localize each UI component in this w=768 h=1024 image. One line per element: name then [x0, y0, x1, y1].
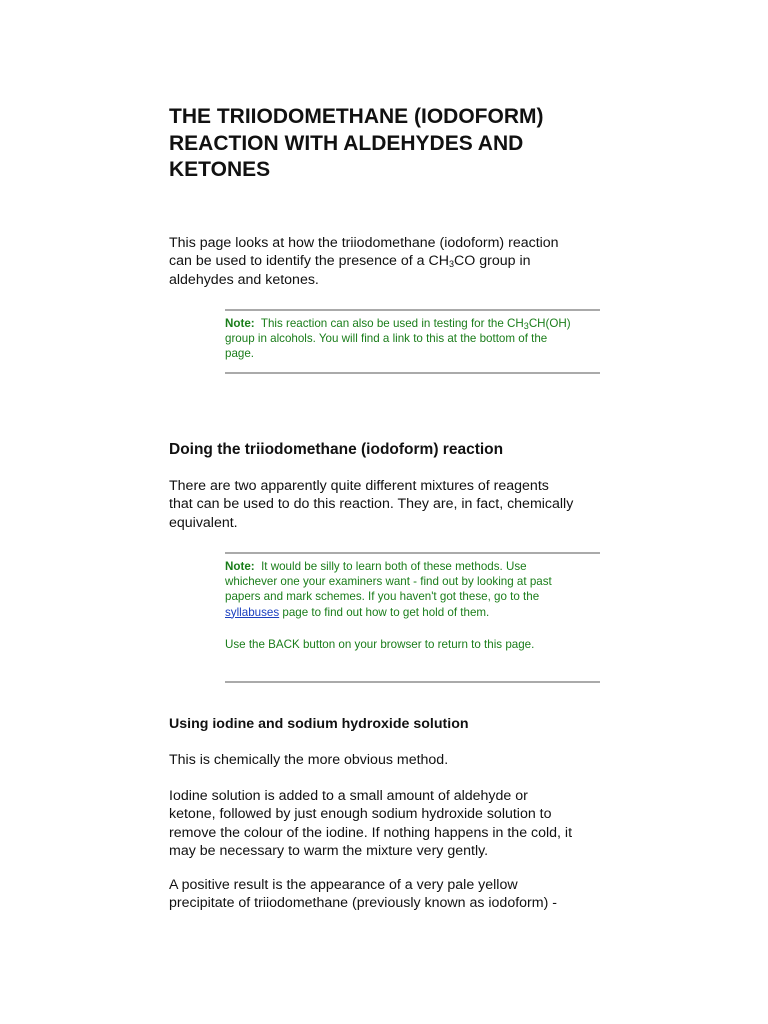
para-line: There are two apparently quite different mixtures of reagents — [169, 478, 549, 494]
para-line: This is chemically the more obvious method. — [169, 752, 449, 768]
subscript: 3 — [523, 321, 529, 331]
note-line — [225, 559, 600, 574]
intro-line2-pre: can be used to identify the presence of a CH — [169, 253, 449, 270]
note-line: whichever one your examiners want - find out by looking at past — [225, 575, 552, 589]
page-title — [169, 104, 609, 184]
section2-para2 — [169, 787, 609, 860]
note-bottom-rule — [225, 681, 600, 683]
section-heading: Doing the triiodomethane (iodoform) reaction — [169, 441, 504, 458]
para-line: remove the colour of the iodine. If nothing happens in the cold, it — [169, 824, 573, 841]
title-line: REACTION WITH ALDEHYDES AND — [169, 131, 524, 155]
note-box-alcohols — [225, 309, 600, 362]
para-line: that can be used to do this reaction. They are, in fact, chemically — [169, 496, 574, 513]
syllabuses-link[interactable]: syllabuses — [225, 605, 280, 619]
para-line: precipitate of triiodomethane (previously known as iodoform) - — [169, 895, 557, 912]
note-line: papers and mark schemes. If you haven't got these, go to the — [225, 590, 540, 604]
subscript: 3 — [448, 259, 454, 270]
note2-line1: It would be silly to learn both of these methods. Use — [261, 560, 527, 573]
intro-line — [169, 252, 609, 270]
note-line: page. — [225, 347, 255, 361]
intro-line2-post: CO group in — [454, 253, 531, 270]
section2-para1 — [169, 751, 609, 769]
note-box-methods — [225, 552, 600, 652]
para-line: equivalent. — [169, 514, 238, 531]
subsection-heading: Using iodine and sodium hydroxide solution — [169, 716, 469, 732]
note1-line1-pre: This reaction can also be used in testing for the CH — [260, 317, 524, 330]
para-line: Iodine solution is added to a small amount of aldehyde or — [169, 788, 528, 804]
intro-line: aldehydes and ketones. — [169, 271, 319, 288]
note-label: Note: — [225, 317, 255, 330]
note-line — [225, 605, 600, 620]
intro-line: This page looks at how the triiodomethane (iodoform) reaction — [169, 235, 559, 251]
note2-line4-post: page to find out how to get hold of them. — [282, 605, 490, 619]
note-label: Note: — [225, 560, 255, 573]
title-line: KETONES — [169, 158, 271, 181]
note-back-line: Use the BACK button on your browser to return to this page. — [225, 637, 535, 651]
para-line: ketone, followed by just enough sodium hydroxide solution to — [169, 806, 552, 823]
para-line: may be necessary to warm the mixture very gently. — [169, 842, 489, 859]
note1-line1-post: CH(OH) — [528, 317, 571, 330]
section2-para3 — [169, 876, 609, 913]
note-bottom-rule — [225, 372, 600, 374]
note-line: group in alcohols. You will find a link to this at the bottom of the — [225, 332, 548, 346]
section1-paragraph — [169, 477, 609, 532]
note-line — [225, 316, 600, 331]
intro-paragraph — [169, 234, 609, 289]
title-line: THE TRIIODOMETHANE (IODOFORM) — [169, 105, 544, 128]
para-line: A positive result is the appearance of a very pale yellow — [169, 877, 518, 893]
